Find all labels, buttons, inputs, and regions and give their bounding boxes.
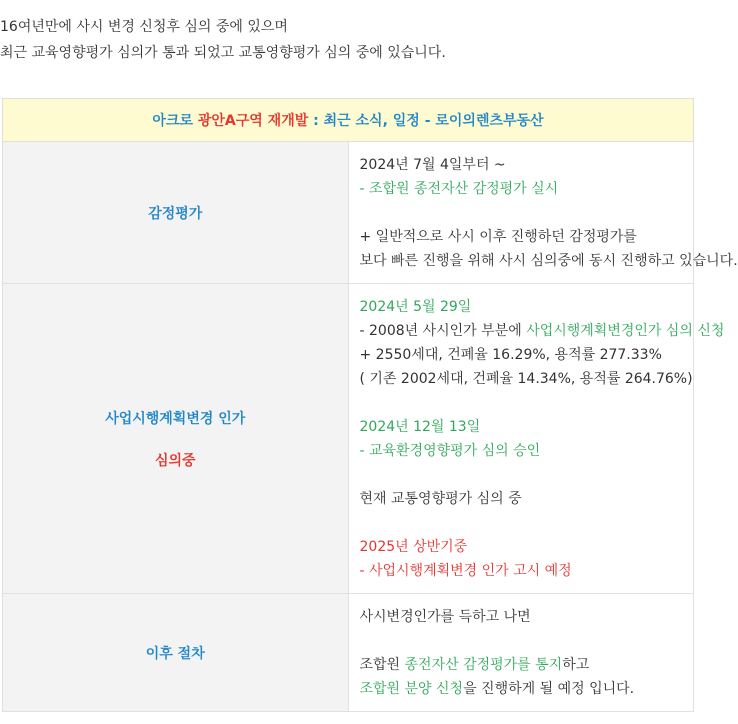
info-table: [2, 98, 738, 712]
content-text: 하고: [562, 657, 590, 673]
table-row: [3, 142, 694, 284]
content-date: 2024년 12월 13일: [359, 419, 481, 435]
row-label-approval-title: 사업시행계획변경 인가: [105, 410, 246, 427]
content-text: - 2008년 사시인가 부분에: [359, 323, 527, 339]
content-line: - 교육환경영향평가 심의 승인: [359, 443, 541, 459]
row-label-approval-status: 심의중: [154, 452, 196, 469]
content-highlight: 조합원 분양 신청: [359, 681, 464, 697]
content-text: 조합원: [359, 657, 405, 673]
intro-line-2: 최근 교육영향평가 심의가 통과 되었고 교통영향평가 심의 중에 있습니다.: [0, 45, 446, 61]
title-part-1: 아크로: [152, 113, 198, 129]
row-content-approval: [348, 284, 725, 594]
row-label-approval: [3, 284, 349, 594]
content-highlight: 사업시행계획변경인가 심의 신청: [526, 323, 725, 339]
content-line: [360, 677, 684, 701]
content-line: + 2550세대, 건폐율 16.29%, 용적률 277.33%: [359, 347, 662, 363]
intro-text: [0, 14, 446, 66]
row-content-appraisal: [348, 142, 738, 284]
content-line: 사시변경인가를 득하고 나면: [359, 609, 531, 625]
content-line: 현재 교통영향평가 심의 중: [359, 491, 522, 507]
content-highlight: 종전자산 감정평가를 통지: [404, 657, 563, 673]
content-line: [359, 319, 725, 343]
content-line: [360, 653, 684, 677]
title-part-2: 광안A구역 재개발: [197, 113, 309, 129]
row-content-next-steps: [348, 594, 694, 712]
content-text: 을 진행하게 될 예정 입니다.: [463, 681, 635, 697]
table-row: [3, 594, 694, 712]
content-line: 보다 빠른 진행을 위해 사시 심의중에 동시 진행하고 있습니다.: [359, 253, 738, 269]
title-row: [3, 99, 694, 142]
content-line: 2024년 7월 4일부터 ~: [359, 157, 506, 173]
content-date: 2024년 5월 29일: [359, 299, 472, 315]
row-label-next-steps: 이후 절차: [3, 594, 349, 712]
intro-line-1: 16여년만에 사시 변경 신청후 심의 중에 있으며: [0, 19, 288, 35]
content-line: - 사업시행계획변경 인가 고시 예정: [359, 563, 572, 579]
content-line: ( 기존 2002세대, 건폐율 14.34%, 용적률 264.76%): [359, 371, 693, 387]
content-line: + 일반적으로 사시 이후 진행하던 감정평가를: [359, 229, 637, 245]
content-date: 2025년 상반기중: [359, 539, 468, 555]
table-title: [3, 99, 694, 142]
content-line: - 조합원 종전자산 감정평가 실시: [359, 181, 559, 197]
title-part-3: : 최근 소식, 일정 - 로이의렌츠부동산: [308, 113, 544, 129]
table-row: [3, 284, 694, 594]
row-label-appraisal: 감정평가: [3, 142, 349, 284]
